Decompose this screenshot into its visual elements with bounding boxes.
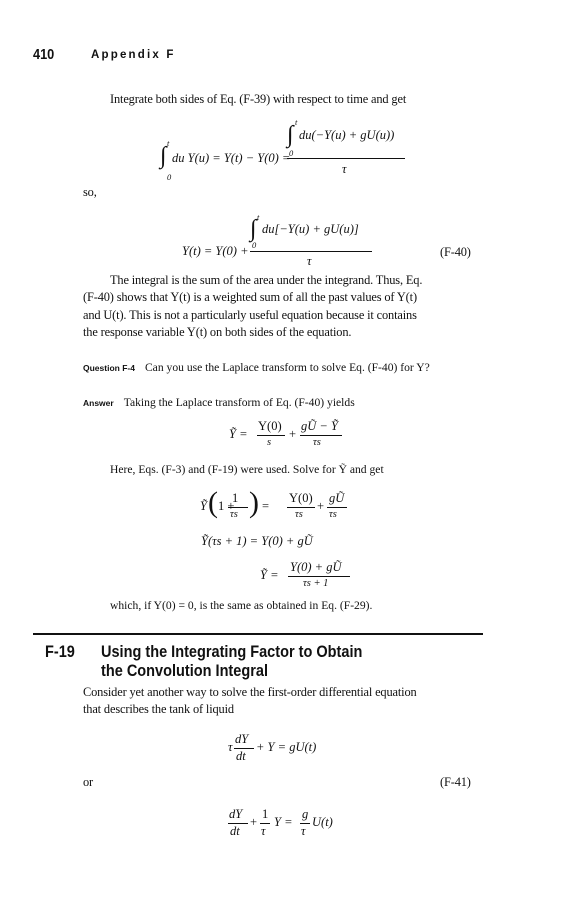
answer-block xyxy=(83,393,355,411)
equation-rest: + Y = gU(t) xyxy=(256,740,317,754)
fraction-denominator: τ xyxy=(301,824,306,838)
fraction-numerator: gŨ − Ỹ xyxy=(301,419,338,433)
tau-symbol: τ xyxy=(228,740,233,754)
fraction-denominator: τs xyxy=(295,509,303,520)
running-title: Appendix F xyxy=(91,49,176,61)
fraction-denominator: dt xyxy=(236,749,246,763)
fraction-bar xyxy=(287,158,405,159)
section-title xyxy=(101,643,362,681)
y-tilde: Ỹ xyxy=(200,499,207,513)
equation-lhs: Ỹ = xyxy=(260,568,279,582)
text-line: that describes the tank of liquid xyxy=(83,702,234,717)
fraction-numerator: du[−Y(u) + gU(u)] xyxy=(262,222,359,236)
fraction-numerator: Y(0) xyxy=(289,491,313,505)
section-number: F-19 xyxy=(45,643,75,661)
fraction-denominator: τs xyxy=(230,509,238,520)
plus-sign: + xyxy=(289,427,297,441)
equation-lhs: Y(t) = Y(0) + xyxy=(182,244,249,258)
fraction-numerator: Y(0) xyxy=(258,419,282,433)
equation-number: (F-40) xyxy=(440,245,471,259)
fraction-denominator: s xyxy=(267,437,272,448)
fraction-denominator: τ xyxy=(307,254,312,268)
fraction-numerator: 1 xyxy=(262,807,269,821)
fraction-numerator: Y(0) + gŨ xyxy=(290,560,342,574)
plus-sign: + xyxy=(250,815,258,829)
right-paren: ) xyxy=(249,486,259,519)
page-number: 410 xyxy=(33,46,55,63)
fraction-bar xyxy=(228,507,248,508)
section-divider xyxy=(33,633,483,635)
paragraph-integral-discussion xyxy=(83,272,493,342)
text-line: (F-40) shows that Y(t) is a weighted sum of all the past values of Y(t) xyxy=(83,290,417,305)
fraction-numerator: dY xyxy=(235,732,249,746)
paragraph-integrate: Integrate both sides of Eq. (F-39) with respect to time and get xyxy=(110,92,407,106)
integral-lower-limit: 0 xyxy=(167,172,172,182)
word-or: or xyxy=(83,775,94,789)
fraction-denominator: dt xyxy=(230,824,240,838)
one-plus: 1 + xyxy=(218,499,235,513)
fraction-bar xyxy=(327,507,347,508)
text-line: The integral is the sum of the area under the integrand. Thus, Eq. xyxy=(110,273,423,287)
integral-upper-limit: t xyxy=(295,117,298,127)
fraction-bar xyxy=(288,576,350,577)
fraction-numerator: dY xyxy=(229,807,243,821)
equation-middle: Y = xyxy=(274,815,293,829)
text-line: the response variable Y(t) on both sides of the equation. xyxy=(83,325,352,340)
fraction-bar xyxy=(300,435,342,436)
fraction-denominator: τ xyxy=(342,162,347,176)
integral-upper-limit: t xyxy=(167,138,170,148)
left-paren: ( xyxy=(208,486,218,519)
integral-upper-limit: t xyxy=(257,212,260,222)
equation-lhs: du Y(u) = Y(t) − Y(0) = xyxy=(172,151,291,165)
paragraph-solve: Here, Eqs. (F-3) and (F-19) were used. Solve for Ỹ and get xyxy=(110,463,384,476)
equation-number: (F-41) xyxy=(440,775,471,789)
answer-label: Answer xyxy=(83,398,114,408)
fraction-denominator: τs xyxy=(329,509,337,520)
fraction-denominator: τ xyxy=(261,824,266,838)
fraction-denominator: τs + 1 xyxy=(303,578,329,589)
paragraph-conclusion: which, if Y(0) = 0, is the same as obtained in Eq. (F-29). xyxy=(110,599,373,612)
paragraph-integrating-factor xyxy=(83,684,503,719)
question-block xyxy=(83,358,430,376)
section-title-line: the Convolution Integral xyxy=(101,662,268,680)
fraction-denominator: τs xyxy=(313,437,321,448)
word-so: so, xyxy=(83,185,97,199)
fraction-numerator: gŨ xyxy=(329,491,345,505)
integral-sign: ∫ xyxy=(250,216,257,242)
answer-text: Taking the Laplace transform of Eq. (F-40) yields xyxy=(123,396,355,409)
text-line: Consider yet another way to solve the first-order differential equation xyxy=(83,685,417,699)
plus-sign: + xyxy=(317,499,325,513)
fraction-bar xyxy=(287,507,315,508)
fraction-bar xyxy=(250,251,372,252)
fraction-numerator: du(−Y(u) + gU(u)) xyxy=(299,128,395,142)
integral-sign: ∫ xyxy=(160,143,167,169)
equation-solve-step2: Ỹ(τs + 1) = Y(0) + gŨ xyxy=(201,534,313,548)
equation-lhs: Ỹ = xyxy=(229,427,248,441)
equation-rest: U(t) xyxy=(312,815,333,829)
integral-lower-limit: 0 xyxy=(252,240,257,250)
text-line: and U(t). This is not a particularly useful equation because it contains xyxy=(83,307,417,322)
fraction-bar xyxy=(257,435,285,436)
question-label: Question F-4 xyxy=(83,363,135,373)
section-title-line: Using the Integrating Factor to Obtain xyxy=(101,643,363,661)
equals-sign: = xyxy=(262,499,270,513)
integral-sign: ∫ xyxy=(287,122,294,148)
integral-lower-limit: 0 xyxy=(289,148,294,158)
fraction-numerator: 1 xyxy=(232,491,239,505)
question-text: Can you use the Laplace transform to solve Eq. (F-40) for Y? xyxy=(144,361,430,374)
fraction-numerator: g xyxy=(302,807,309,821)
